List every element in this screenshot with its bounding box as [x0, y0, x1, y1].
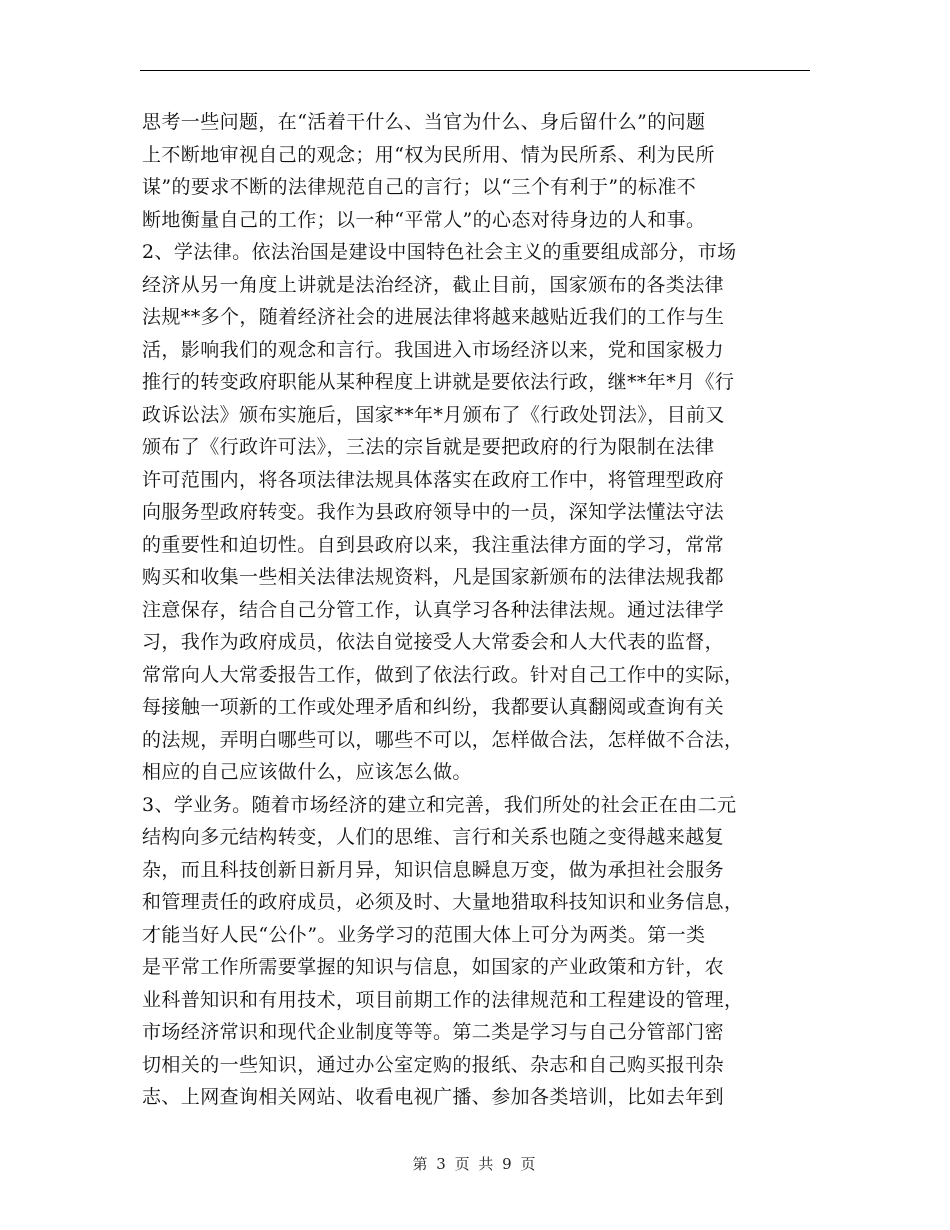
text-line: 才能当好人民“公仆”。业务学习的范围大体上可分为两类。第一类 [142, 923, 706, 946]
text-line: 2、学法律。依法治国是建设中国特色社会主义的重要组成部分，市场 [142, 241, 737, 263]
text-line: 思考一些问题，在“活着干什么、当官为什么、身后留什么”的问题 [142, 111, 706, 133]
text-line: 许可范围内，将各项法律法规具体落实在政府工作中，将管理型政府 [142, 468, 725, 491]
text-line: 相应的自己应该做什么，应该怎么做。 [142, 761, 472, 783]
text-line: 杂，而且科技创新日新月异，知识信息瞬息万变，做为承担社会服务 [142, 858, 725, 881]
text-line: 注意保存，结合自己分管工作，认真学习各种法律法规。通过法律学 [142, 598, 725, 621]
text-line: 上不断地审视自己的观念；用“权为民所用、情为民所系、利为民所 [142, 143, 715, 166]
text-line: 业科普知识和有用技术，项目前期工作的法律规范和工程建设的管理， [142, 988, 744, 1011]
text-line: 3、学业务。随着市场经济的建立和完善，我们所处的社会正在由二元 [142, 793, 737, 816]
text-line: 谋”的要求不断的法律规范自己的言行；以“三个有利于”的标准不 [142, 176, 697, 198]
text-line: 市场经济常识和现代企业制度等等。第二类是学习与自己分管部门密 [142, 1021, 725, 1043]
text-line: 活，影响我们的观念和言行。我国进入市场经济以来，党和国家极力 [142, 338, 725, 361]
text-line: 法规**多个，随着经济社会的进展法律将越来越贴近我们的工作与生 [142, 306, 725, 328]
text-line: 断地衡量自己的工作；以一种“平常人”的心态对待身边的人和事。 [142, 208, 706, 231]
page-number: 第 3 页 共 9 页 [412, 1155, 538, 1173]
document-body [142, 106, 812, 1114]
text-line: 志、上网查询相关网站、收看电视广播、参加各类培训，比如去年到 [142, 1086, 725, 1108]
text-line: 每接触一项新的工作或处理矛盾和纠纷，我都要认真翻阅或查询有关 [142, 696, 725, 718]
text-line: 切相关的一些知识，通过办公室定购的报纸、杂志和自己购买报刊杂 [142, 1053, 725, 1076]
text-line: 习，我作为政府成员，依法自觉接受人大常委会和人大代表的监督， [142, 631, 725, 653]
text-line: 购买和收集一些相关法律法规资料，凡是国家新颁布的法律法规我都 [142, 566, 725, 588]
text-line: 颁布了《行政许可法》，三法的宗旨就是要把政府的行为限制在法律 [142, 436, 715, 458]
text-line: 推行的转变政府职能从某种程度上讲就是要依法行政，继**年*月《行 [142, 371, 735, 393]
text-line: 政诉讼法》颁布实施后，国家**年*月颁布了《行政处罚法》，目前又 [142, 403, 725, 426]
text-line: 向服务型政府转变。我作为县政府领导中的一员，深知学法懂法守法 [142, 501, 725, 523]
text-line: 经济从另一角度上讲就是法治经济，截止目前，国家颁布的各类法律 [142, 273, 725, 296]
text-line: 和管理责任的政府成员，必须及时、大量地猎取科技知识和业务信息， [142, 891, 744, 913]
text-line: 是平常工作所需要掌握的知识与信息，如国家的产业政策和方针，农 [142, 956, 725, 978]
text-line: 的法规，弄明白哪些可以，哪些不可以，怎样做合法，怎样做不合法， [142, 728, 744, 751]
text-line: 常常向人大常委报告工作，做到了依法行政。针对自己工作中的实际， [142, 663, 744, 686]
text-line: 的重要性和迫切性。自到县政府以来，我注重法律方面的学习，常常 [142, 533, 725, 556]
header-rule [140, 70, 810, 71]
text-line: 结构向多元结构转变，人们的思维、言行和关系也随之变得越来越复 [142, 826, 725, 848]
